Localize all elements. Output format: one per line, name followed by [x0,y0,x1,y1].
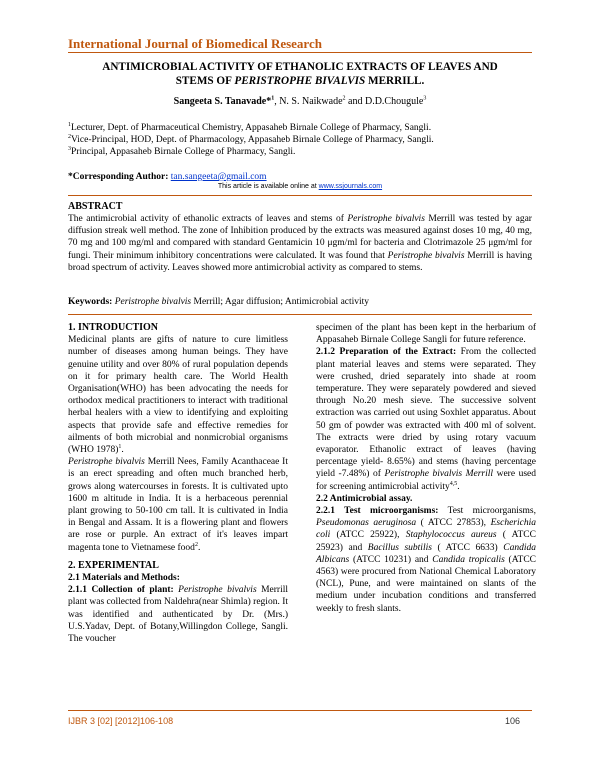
affiliations [68,122,532,158]
affiliation-1: $^1$Lecturer, Dept. of Pharmaceutical Chemistry, Appasaheb Birnale College of Pharmacy, Sangli. [68,121,432,133]
journal-url-link[interactable]: www.ssjournals.com [318,183,383,190]
materials-methods-heading: 2.1 Materials and Methods: [68,573,180,584]
assay-heading: 2.2 Antimicrobial assay. [316,493,413,504]
experimental-heading: 2. EXPERIMENTAL [68,559,159,571]
voucher-continued: specimen of the plant has been kept in the herbarium of Appasaheb Birnale College Sangli for future reference. [316,323,536,346]
footer-citation: IJBR 3 [02] [2012]106-108 [68,716,174,726]
page-number: 106 [504,716,520,726]
intro-paragraph-1: Medicinal plants are gifts of nature to cure limitless number of diseases among human beings. They have genuine utility and over 80% of rural population depends on it for primary health care. The World Health Organisation(WHO) has been advocating the needs for orthodox medical practitioners to interact with traditional herbal healers with a view to identifying and exploiting aspects that provide safe and effective remedies for ailments of both microbial and nonmicrobial organisms (WHO 1978)$^1$. [68,335,288,456]
abstract-body: The antimicrobial activity of ethanolic extracts of leaves and stems of Peristrophe bivalvis Merrill was tested by agar diffusion streak well method. The zone of Inhibition produced by the extracts was measured against doses 10 mg, 40 mg, 70 mg and 100 mg/ml and compared with standard Gentamicin 10 μgm/ml for bacteria and Clotrimazole 25 μgm/ml for fungi. Their minimum inhibitory concentrations were calculated. It was found that Peristrophe bivalvis Merrill is having broad spectrum of activity. Leaves showed more antimicrobial activity as compared to stems. [68,214,532,273]
header-rule [68,52,532,53]
right-column [316,322,536,615]
preparation-paragraph: 2.1.2 Preparation of the Extract: From the collected plant material leaves and stems were separated. They were crushed, dried separately into shade at room temperature. They were separately powdered and sieved through No.20 mesh sieve. The successive solvent extraction was carried out using Soxhlet apparatus. About 50 gm of powder was extracted with 400 ml of solvent. The extracts were dried by using rotary vacuum evaporator. Ethanolic extract of leaves (having percentage yield- 8.65%) and stems (having percentage yield -7.48%) of Peristrophe bivalvis Merrill were used for screening antimicrobial activity$^{4,5}$. [316,347,537,492]
keywords: Keywords: Peristrophe bivalvis Merrill; Agar diffusion; Antimicrobial activity [68,297,370,307]
author-email-link[interactable]: tan.sangeeta@gmail.com [170,172,267,182]
affiliation-3: $^3$Principal, Appasaheb Birnale College of Pharmacy, Sangli. [68,145,296,157]
introduction-heading: 1. INTRODUCTION [68,322,159,333]
footer-rule [68,710,532,711]
left-column [68,322,288,645]
intro-paragraph-2: Peristrophe bivalvis Merrill Nees, Family Acanthaceae It is an erect spreading and often much branched herb, grows along watercourses in forests. It is cultivated upto 1600 m altitude in India. It is a herbaceous perennial plant growing to 50-100 cm tall. It is cultivated in India in Bengal and Assam. It is a flowering plant and flowers are rose or purple. An extract of it's leaves impart magenta tone to Vietnamese food$^2$. [68,457,288,553]
keywords-bottom-rule [68,314,532,315]
abstract-heading: ABSTRACT [68,201,123,212]
journal-title: International Journal of Biomedical Research [68,36,322,51]
affiliation-2: $^2$Vice-Principal, HOD, Dept. of Pharmacology, Appasaheb Birnale College of Pharmacy, Sangli. [68,133,434,145]
author-list: Sangeeta S. Tanavade*$^1$, N. S. Naikwade$^2$ and D.D.Chougule$^3$ [173,95,427,107]
microorganisms-paragraph: 2.2.1 Test microorganisms: Test microorganisms, Pseudomonas aeruginosa ( ATCC 27853), Escherichia coli (ATCC 25922), Staphylococcus aureus ( ATCC 25923) and Bacillus subtilis ( ATCC 6633) Candida Albicans (ATCC 10231) and Candida tropicalis (ATCC 4563) were procured from National Chemical Laboratory (NCL), Pune, and were maintained on slants of the medium under incubation conditions and transferred weekly to fresh slants. [316,506,537,614]
abstract-top-rule [68,195,532,196]
article-title: ANTIMICROBIAL ACTIVITY OF ETHANOLIC EXTRACTS OF LEAVES AND STEMS OF PERISTROPHE BIVALVIS MERRILL. [102,61,498,87]
availability-note: This article is available online at www.ssjournals.com [217,183,383,190]
collection-paragraph: 2.1.1 Collection of plant: Peristrophe bivalvis Merrill plant was collected from Naldehra(near Shimla) region. It was identified and authenticated by Dr. (Mrs.) U.S.Yadav, Dept. of Botany,Willingdon College, Sangli. The voucher [68,585,288,645]
corresponding-author: *Corresponding Author: tan.sangeeta@gmail.com [68,172,267,182]
